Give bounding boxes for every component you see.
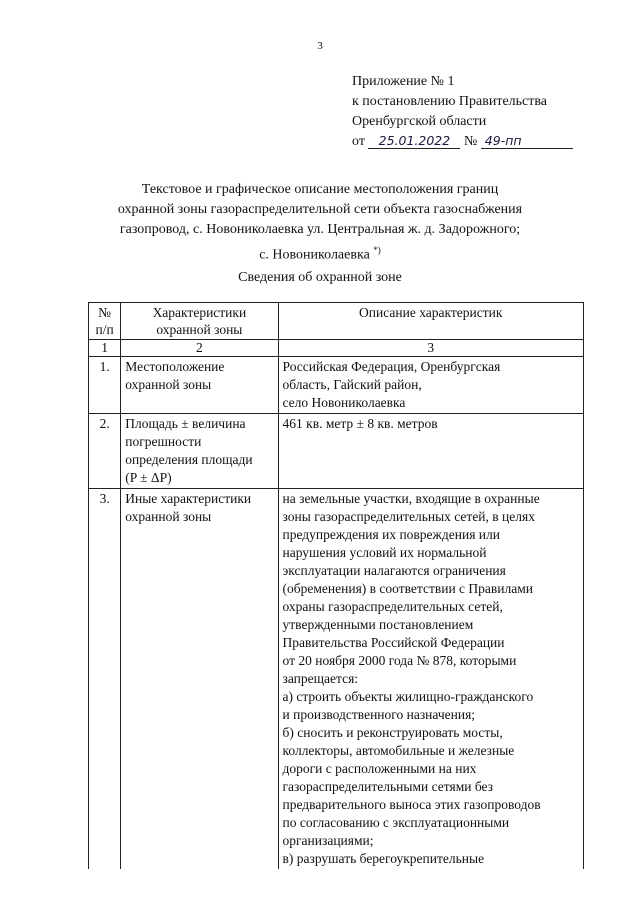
description-line: село Новониколаевка — [282, 395, 406, 410]
description-line: запрещается: — [282, 671, 359, 686]
description-line: нарушения условий их нормальной — [282, 545, 487, 560]
description-line: предварительного выноса этих газопроводов — [282, 797, 541, 812]
title-line-2: охранной зоны газораспределительной сети объекта газоснабжения — [117, 202, 523, 217]
appendix-title: Приложение № 1 — [352, 74, 455, 89]
description-line: предупреждения их повреждения или — [282, 527, 500, 542]
section-subtitle: Сведения об охранной зоне — [238, 270, 402, 285]
handwritten-date: 25.01.2022 — [368, 134, 460, 149]
title-line-3: газопровод, с. Новониколаевка ул. Центральная ж. д. Задорожного; — [119, 222, 521, 237]
description-line: область, Гайский район, — [282, 377, 422, 392]
row-number: 2. — [89, 414, 121, 489]
description-line: газораспределительными сетями без — [282, 779, 494, 794]
description-line: (обременения) в соответствии с Правилами — [282, 581, 534, 596]
characteristic-line: охранной зоны — [125, 509, 212, 524]
header-number-line-2: п/п — [95, 322, 114, 337]
protection-zone-table — [88, 302, 584, 869]
table-row — [89, 414, 584, 489]
appendix-block — [352, 72, 573, 152]
description-line: от 20 ноября 2000 года № 878, которыми — [282, 653, 517, 668]
table-row — [89, 489, 584, 870]
description-line: Правительства Российской Федерации — [282, 635, 505, 650]
row-characteristic — [121, 357, 278, 414]
description-line: в) разрушать берегоукрепительные — [282, 851, 485, 866]
appendix-resolution: к постановлению Правительства — [352, 94, 548, 109]
table-index-row — [89, 340, 584, 357]
description-line: зоны газораспределительных сетей, в целях — [282, 509, 535, 524]
number-label: № — [463, 134, 478, 149]
table-row — [89, 357, 584, 414]
description-line: утвержденными постановлением — [282, 617, 474, 632]
row-description — [278, 357, 583, 414]
header-number — [89, 303, 121, 340]
page-number: 3 — [317, 40, 323, 52]
characteristic-line: охранной зоны — [125, 377, 212, 392]
description-line: а) строить объекты жилищно-гражданского — [282, 689, 534, 704]
description-line: 461 кв. метр ± 8 кв. метров — [282, 416, 438, 431]
characteristic-line: Площадь ± величина — [125, 416, 246, 431]
description-line: охраны газораспределительных сетей, — [282, 599, 503, 614]
description-line: коллекторы, автомобильные и железные — [282, 743, 515, 758]
index-cell: 2 — [121, 340, 278, 357]
row-description — [278, 414, 583, 489]
appendix-region: Оренбургской области — [352, 114, 487, 129]
footnote-mark: *) — [373, 245, 381, 255]
row-number: 3. — [89, 489, 121, 870]
handwritten-number: 49-пп — [481, 134, 573, 149]
description-line: организациями; — [282, 833, 374, 848]
description-line: Российская Федерация, Оренбургская — [282, 359, 501, 374]
document-title — [60, 180, 580, 266]
header-description-text: Описание характеристик — [359, 305, 503, 320]
header-characteristics-line-2: охранной зоны — [156, 322, 243, 337]
characteristic-line: Местоположение — [125, 359, 225, 374]
from-label: от — [352, 134, 365, 149]
appendix-date-line — [352, 132, 573, 152]
title-line-4-text: с. Новониколаевка — [259, 247, 370, 263]
row-description — [278, 489, 583, 870]
header-characteristics — [121, 303, 278, 340]
characteristic-line: погрешности — [125, 434, 202, 449]
header-number-line-1: № — [98, 305, 112, 320]
row-characteristic — [121, 414, 278, 489]
table-header-row — [89, 303, 584, 340]
index-cell: 1 — [89, 340, 121, 357]
description-line: и производственного назначения; — [282, 707, 476, 722]
description-line: б) сносить и реконструировать мосты, — [282, 725, 503, 740]
title-line-4 — [60, 240, 580, 266]
index-cell: 3 — [278, 340, 583, 357]
row-characteristic — [121, 489, 278, 870]
description-line: по согласованию с эксплуатационными — [282, 815, 510, 830]
header-description — [278, 303, 583, 340]
description-line: на земельные участки, входящие в охранные — [282, 491, 540, 506]
characteristic-line: определения площади — [125, 452, 253, 467]
characteristic-line: (P ± ΔP) — [125, 470, 172, 485]
row-number: 1. — [89, 357, 121, 414]
characteristic-line: Иные характеристики — [125, 491, 252, 506]
title-line-1: Текстовое и графическое описание местоположения границ — [141, 182, 499, 197]
description-line: эксплуатации налагаются ограничения — [282, 563, 506, 578]
header-characteristics-line-1: Характеристики — [152, 305, 247, 320]
description-line: дороги с расположенными на них — [282, 761, 477, 776]
